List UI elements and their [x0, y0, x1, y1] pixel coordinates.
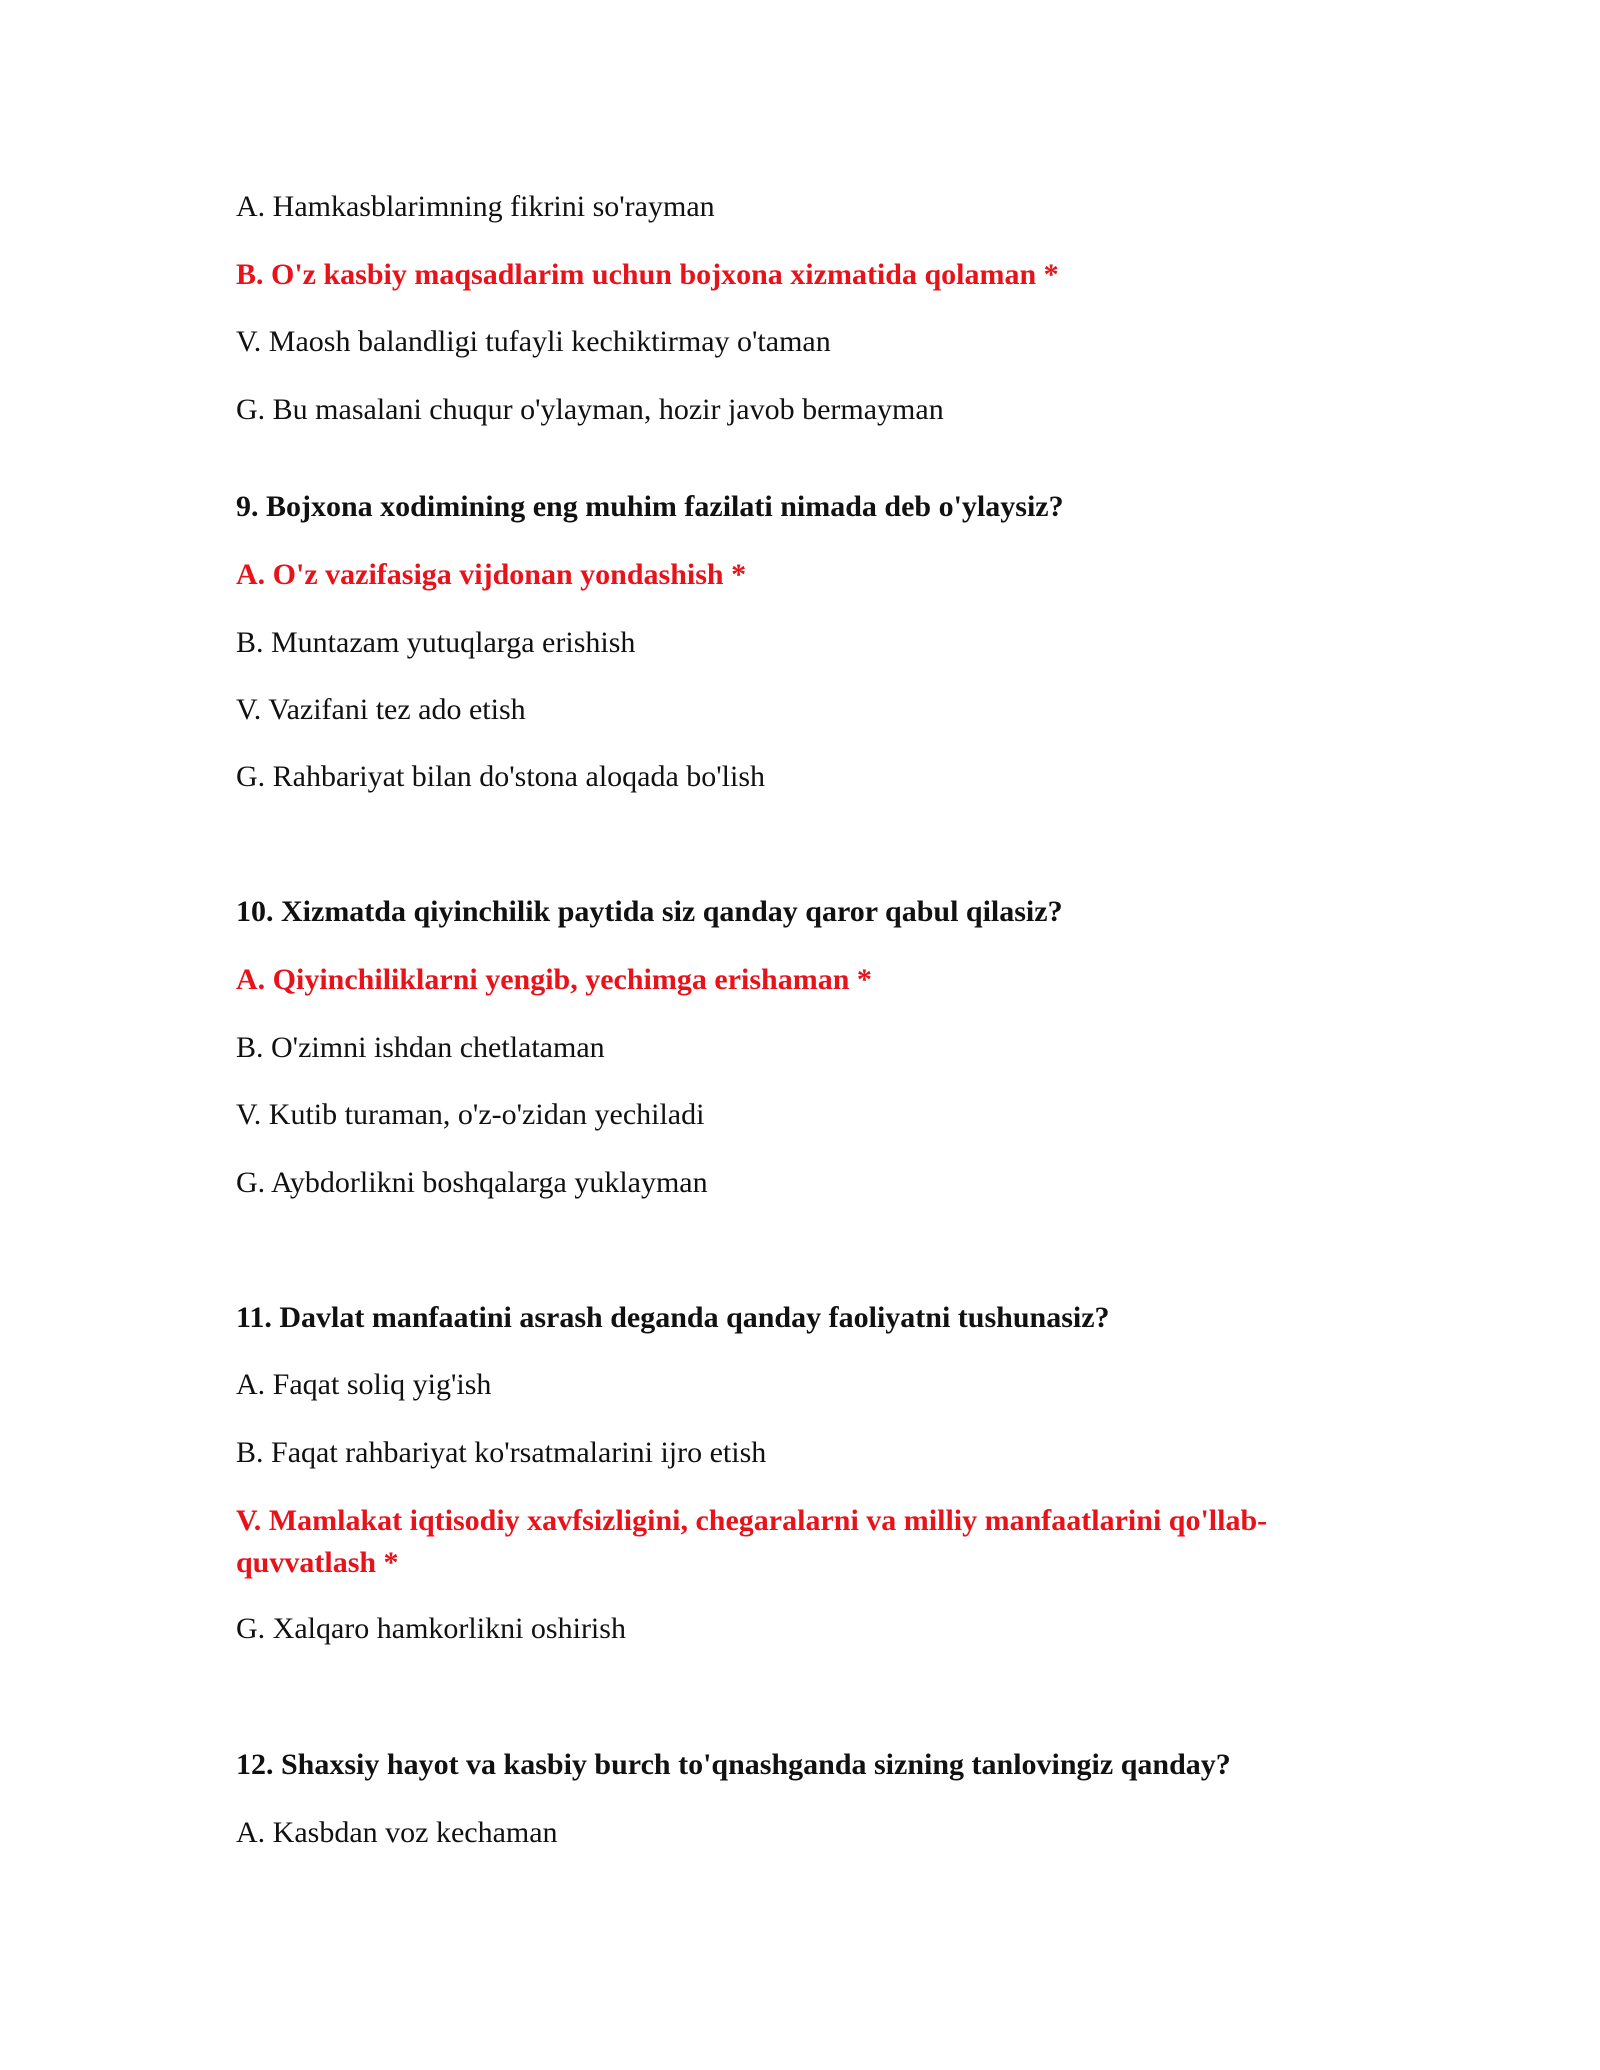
q11-option-b: B. Faqat rahbariyat ko'rsatmalarini ijro etish — [236, 1436, 767, 1469]
q10-option-a-correct: A. Qiyinchiliklarni yengib, yechimga erishaman * — [236, 963, 872, 996]
q8-option-v: V. Maosh balandligi tufayli kechiktirmay o'taman — [236, 325, 831, 358]
question-12: 12. Shaxsiy hayot va kasbiy burch to'qnashganda sizning tanlovingiz qanday? — [236, 1748, 1231, 1781]
q8-option-b-correct: B. O'z kasbiy maqsadlarim uchun bojxona xizmatida qolaman * — [236, 258, 1059, 291]
q9-option-a-correct: A. O'z vazifasiga vijdonan yondashish * — [236, 558, 747, 591]
q8-option-g: G. Bu masalani chuqur o'ylayman, hozir javob bermayman — [236, 393, 944, 426]
question-11: 11. Davlat manfaatini asrash deganda qanday faoliyatni tushunasiz? — [236, 1301, 1110, 1334]
q10-option-b: B. O'zimni ishdan chetlataman — [236, 1031, 605, 1064]
q11-option-a: A. Faqat soliq yig'ish — [236, 1368, 492, 1401]
q8-option-a: A. Hamkasblarimning fikrini so'rayman — [236, 190, 715, 223]
q9-option-v: V. Vazifani tez ado etish — [236, 693, 526, 726]
q12-option-a: A. Kasbdan voz kechaman — [236, 1816, 558, 1849]
q9-option-b: B. Muntazam yutuqlarga erishish — [236, 626, 636, 659]
q10-option-v: V. Kutib turaman, o'z-o'zidan yechiladi — [236, 1098, 705, 1131]
q10-option-g: G. Aybdorlikni boshqalarga yuklayman — [236, 1166, 708, 1199]
q9-option-g: G. Rahbariyat bilan do'stona aloqada bo'lish — [236, 760, 766, 793]
q11-option-g: G. Xalqaro hamkorlikni oshirish — [236, 1612, 626, 1645]
q11-option-v-correct: V. Mamlakat iqtisodiy xavfsizligini, chegaralarni va milliy manfaatlarini qo'llab-quvvatlash * — [236, 1504, 1268, 1579]
question-9: 9. Bojxona xodimining eng muhim fazilati nimada deb o'ylaysiz? — [236, 490, 1064, 523]
question-10: 10. Xizmatda qiyinchilik paytida siz qanday qaror qabul qilasiz? — [236, 895, 1063, 928]
